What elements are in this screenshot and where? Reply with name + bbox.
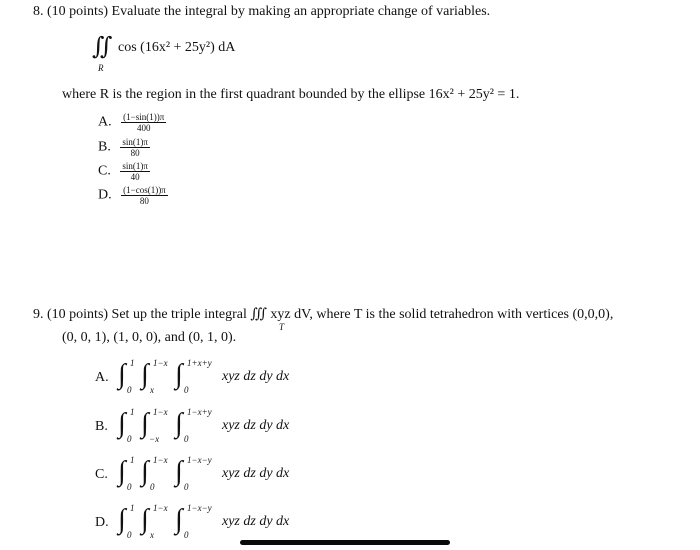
q9-option-d[interactable]: [95, 501, 355, 545]
outer-upper-limit: 1: [130, 455, 135, 465]
fraction-denominator: 40: [130, 172, 140, 182]
q9-option-c[interactable]: [95, 453, 355, 497]
middle-upper-limit: 1−x: [153, 503, 168, 513]
option-letter: D.: [98, 187, 112, 203]
q8-region-label: R: [98, 63, 104, 73]
inner-lower-limit: 0: [184, 385, 189, 395]
integral-sign: ∫: [175, 456, 183, 487]
fraction-numerator: (1−cos(1))π: [123, 185, 166, 195]
fraction-denominator: 400: [136, 123, 151, 133]
q9-region-label: T: [279, 322, 285, 332]
answer-fraction: [120, 137, 150, 158]
integral-sign: ∫: [141, 408, 149, 439]
q8-option-a[interactable]: [98, 112, 166, 133]
q8-option-c[interactable]: [98, 161, 150, 182]
option-letter: C.: [95, 467, 108, 482]
integral-sign: ∫: [141, 456, 149, 487]
fraction-numerator: sin(1)π: [122, 137, 148, 147]
q9-option-a[interactable]: [95, 356, 355, 400]
outer-lower-limit: 0: [127, 482, 132, 492]
option-letter: A.: [98, 114, 112, 130]
outer-upper-limit: 1: [130, 407, 135, 417]
inner-lower-limit: 0: [184, 434, 189, 444]
inner-upper-limit: 1−x+y: [187, 407, 212, 417]
middle-upper-limit: 1−x: [153, 455, 168, 465]
integrand: xyz dz dy dx: [222, 466, 290, 481]
q8-option-b[interactable]: [98, 137, 150, 158]
option-letter: B.: [95, 419, 108, 434]
middle-lower-limit: 0: [150, 482, 155, 492]
q8-header: 8. (10 points) Evaluate the integral by making an appropriate change of variables.: [33, 4, 491, 19]
fraction-denominator: 80: [139, 196, 149, 206]
integral-sign: ∫: [118, 456, 126, 487]
outer-lower-limit: 0: [127, 530, 132, 540]
integral-sign: ∫: [175, 408, 183, 439]
q8-where-text: where R is the region in the first quadrant bounded by the ellipse 16x² + 25y² = 1.: [62, 87, 520, 102]
integral-sign: ∫: [118, 408, 126, 439]
integrand: xyz dz dy dx: [222, 369, 290, 384]
fraction-denominator: 80: [130, 148, 140, 158]
integral-sign: ∫: [141, 359, 149, 390]
outer-lower-limit: 0: [127, 434, 132, 444]
middle-lower-limit: −x: [149, 434, 160, 444]
answer-fraction: [121, 112, 166, 133]
outer-upper-limit: 1: [130, 358, 135, 368]
outer-upper-limit: 1: [130, 503, 135, 513]
fraction-numerator: sin(1)π: [122, 161, 148, 171]
option-letter: D.: [95, 515, 109, 530]
option-letter: B.: [98, 139, 111, 155]
option-letter: A.: [95, 370, 109, 385]
middle-lower-limit: x: [150, 385, 154, 395]
middle-lower-limit: x: [150, 530, 154, 540]
integral-sign: ∫: [175, 504, 183, 535]
q8-option-d[interactable]: [98, 185, 168, 206]
integrand: xyz dz dy dx: [222, 514, 290, 529]
integral-sign: ∫: [141, 504, 149, 535]
inner-upper-limit: 1−x−y: [187, 455, 212, 465]
inner-lower-limit: 0: [184, 482, 189, 492]
inner-lower-limit: 0: [184, 530, 189, 540]
inner-upper-limit: 1+x+y: [187, 358, 212, 368]
integral-sign: ∫: [118, 359, 126, 390]
middle-upper-limit: 1−x: [153, 358, 168, 368]
answer-fraction: [121, 185, 168, 206]
fraction-numerator: (1−sin(1))π: [123, 112, 165, 122]
middle-upper-limit: 1−x: [153, 407, 168, 417]
option-letter: C.: [98, 163, 111, 179]
q9-option-b[interactable]: [95, 405, 355, 449]
q9-header-line1: 9. (10 points) Set up the triple integral ∭ xyz dV, where T is the solid tetrahedron with vertices (0,0,0),: [33, 307, 614, 322]
integral-sign: ∫: [175, 359, 183, 390]
inner-upper-limit: 1−x−y: [187, 503, 212, 513]
integrand: xyz dz dy dx: [222, 418, 290, 433]
outer-lower-limit: 0: [127, 385, 132, 395]
q8-integrand: cos (16x² + 25y²) dA: [118, 40, 236, 55]
answer-fraction: [120, 161, 150, 182]
integral-sign: ∫: [118, 504, 126, 535]
q9-header-line2: (0, 0, 1), (1, 0, 0), and (0, 1, 0).: [62, 330, 237, 345]
double-integral-sign: ∬: [92, 34, 113, 60]
home-indicator-bar[interactable]: [240, 540, 450, 545]
